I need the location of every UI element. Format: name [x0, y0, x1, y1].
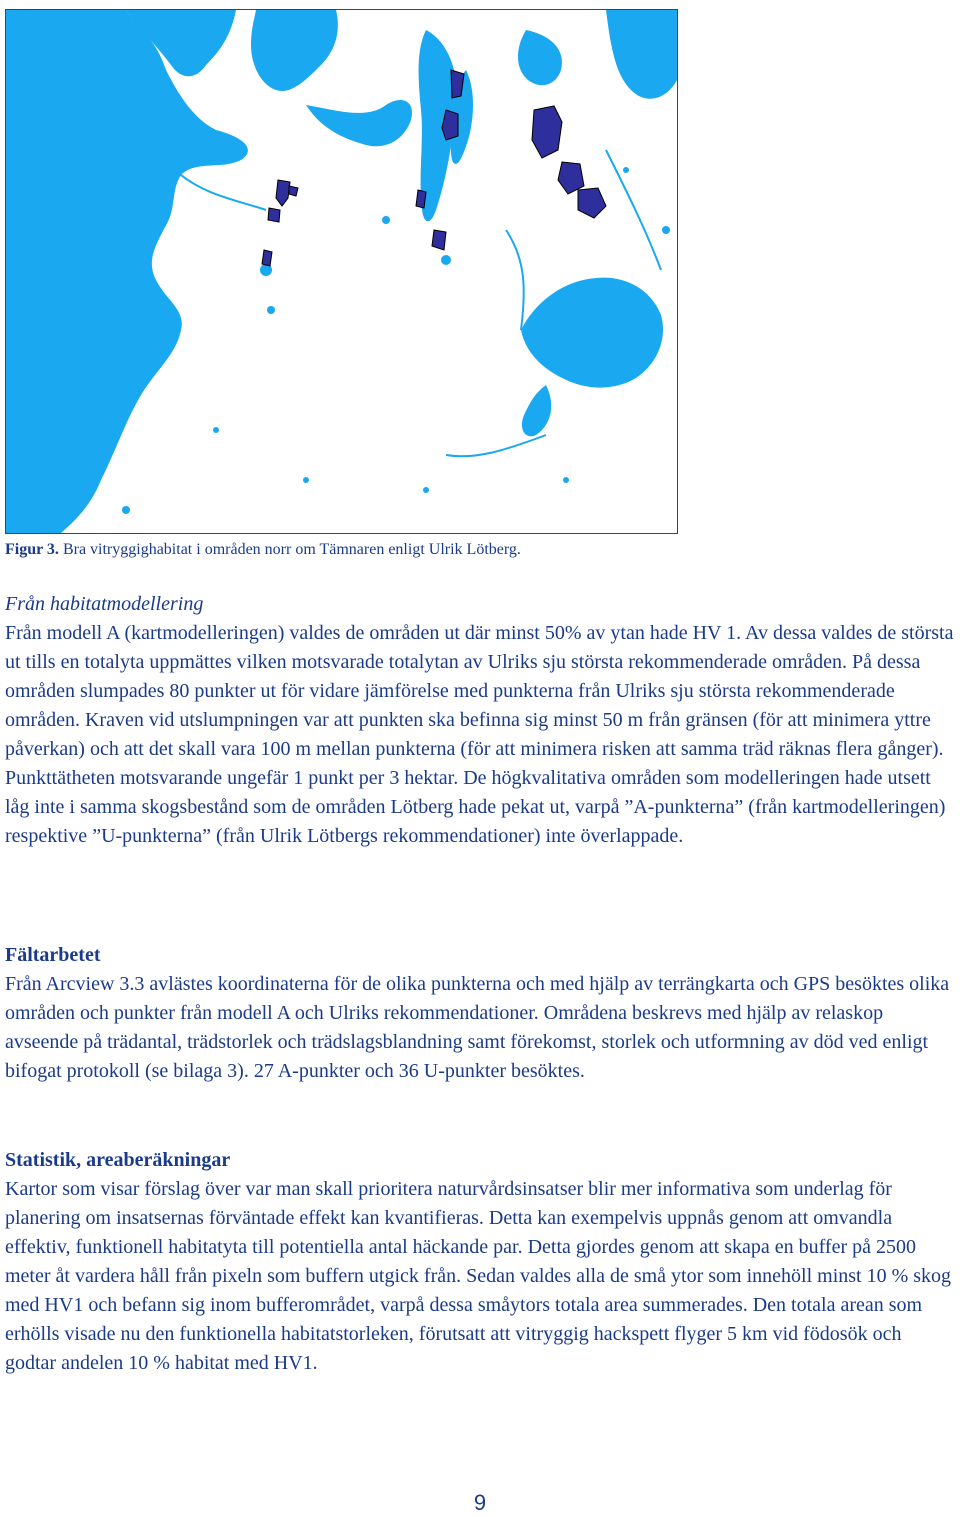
stream: [181, 175, 266, 210]
habitat-area: [416, 190, 426, 208]
habitat-area: [268, 208, 280, 222]
upper-lake: [251, 10, 338, 91]
figure-caption: [5, 539, 955, 561]
habitat-area: [276, 180, 290, 206]
pond: [267, 306, 275, 314]
pond: [441, 255, 451, 265]
east-lake: [521, 278, 663, 388]
section-heading: Från habitatmodellering: [5, 593, 204, 615]
section-habitatmodellering: [5, 590, 957, 851]
stream: [606, 150, 661, 270]
habitat-area: [289, 186, 298, 196]
pond: [122, 506, 130, 514]
section-heading: Fältarbetet: [5, 944, 101, 966]
section-body: Från Arcview 3.3 avlästes koordinaterna för de olika punkterna och med hjälp av terrängkarta och GPS besöktes olika områden och punkter från modell A och Ulriks rekommendationer. Områdena beskrevs med hjälp av relaskop avseende på trädantal, trädstorlek och trädslagsblandning samt förekomst, storlek och utformning av död ved enligt bifogat protokoll (se bilaga 3). 27 A-punkter och 36 U-punkter besöktes.: [5, 973, 950, 1082]
habitat-map: [6, 10, 677, 533]
section-faltarbetet: [5, 941, 957, 1086]
habitat-map-figure: [5, 9, 678, 534]
pond: [563, 477, 569, 483]
habitat-area: [558, 162, 584, 194]
habitat-area: [432, 230, 446, 250]
pond: [662, 226, 670, 234]
page-number: 9: [473, 1490, 487, 1515]
figure-caption-text: Bra vitryggighabitat i områden norr om Tämnaren enligt Ulrik Lötberg.: [58, 541, 521, 558]
west-lake: [6, 10, 248, 533]
section-body: Kartor som visar förslag över var man skall prioritera naturvårdsinsatser blir mer informativa som underlag för planering om insatsernas förväntade effekt kan kvantifieras. Detta kan exempelvis uppnås genom att omvandla effektiv, funktionell habitatyta till potentiella antal häckande par. Detta gjordes genom att skapa en buffer på 2500 meter åt vardera håll från pixeln som buffern utgick från. Sedan valdes alla de små ytor som innehöll minst 10 % skog med HV1 och befann sig inom bufferområdet, varpå dessa småytors totala area summerades. Den totala arean som erhölls visade nu den funktionella habitatstorleken, förutsatt att vitryggig hackspett flyger 5 km vid födosök och godtar andelen 10 % habitat med HV1.: [5, 1178, 952, 1374]
water-bodies: [6, 10, 677, 533]
stream: [506, 230, 524, 330]
section-heading: Statistik, areaberäkningar: [5, 1149, 231, 1171]
stream: [446, 435, 546, 456]
section-statistik: [5, 1146, 957, 1378]
small-lake-b: [518, 30, 562, 85]
mid-lake: [306, 100, 412, 146]
pond: [382, 216, 390, 224]
habitat-area: [532, 106, 562, 158]
northeast-lake: [606, 10, 677, 99]
pond: [303, 477, 309, 483]
pond: [213, 427, 219, 433]
east-lake-bay: [522, 385, 551, 436]
figure-caption-label: Figur 3.: [5, 541, 59, 558]
pond: [423, 487, 429, 493]
section-body: Från modell A (kartmodelleringen) valdes de områden ut där minst 50% av ytan hade HV 1. Av dessa valdes de största ut tills en totalyta uppmättes vilken motsvarade totalytan av Ulriks sju största rekommenderade områden. På dessa områden slumpades 80 punkter ut för vidare jämförelse med punkterna från Ulriks sju största rekommenderade områden. Kraven vid utslumpningen var att punkten ska befinna sig minst 50 m från gränsen (för att minimera yttre påverkan) och att det skall vara 100 m mellan punkterna (för att minimera risken att samma träd räknas flera gånger). Punkttätheten motsvarande ungefär 1 punkt per 3 hektar. De högkvalitativa områden som modelleringen hade utsett låg inte i samma skogsbestånd som de områden Lötberg hade pekat ut, varpå ”A-punkterna” (från kartmodelleringen) respektive ”U-punkterna” (från Ulrik Lötbergs rekommendationer) inte överlappade.: [5, 622, 954, 847]
pond: [41, 445, 51, 455]
pond: [623, 167, 629, 173]
habitat-area: [262, 250, 272, 266]
habitat-area: [578, 188, 606, 218]
